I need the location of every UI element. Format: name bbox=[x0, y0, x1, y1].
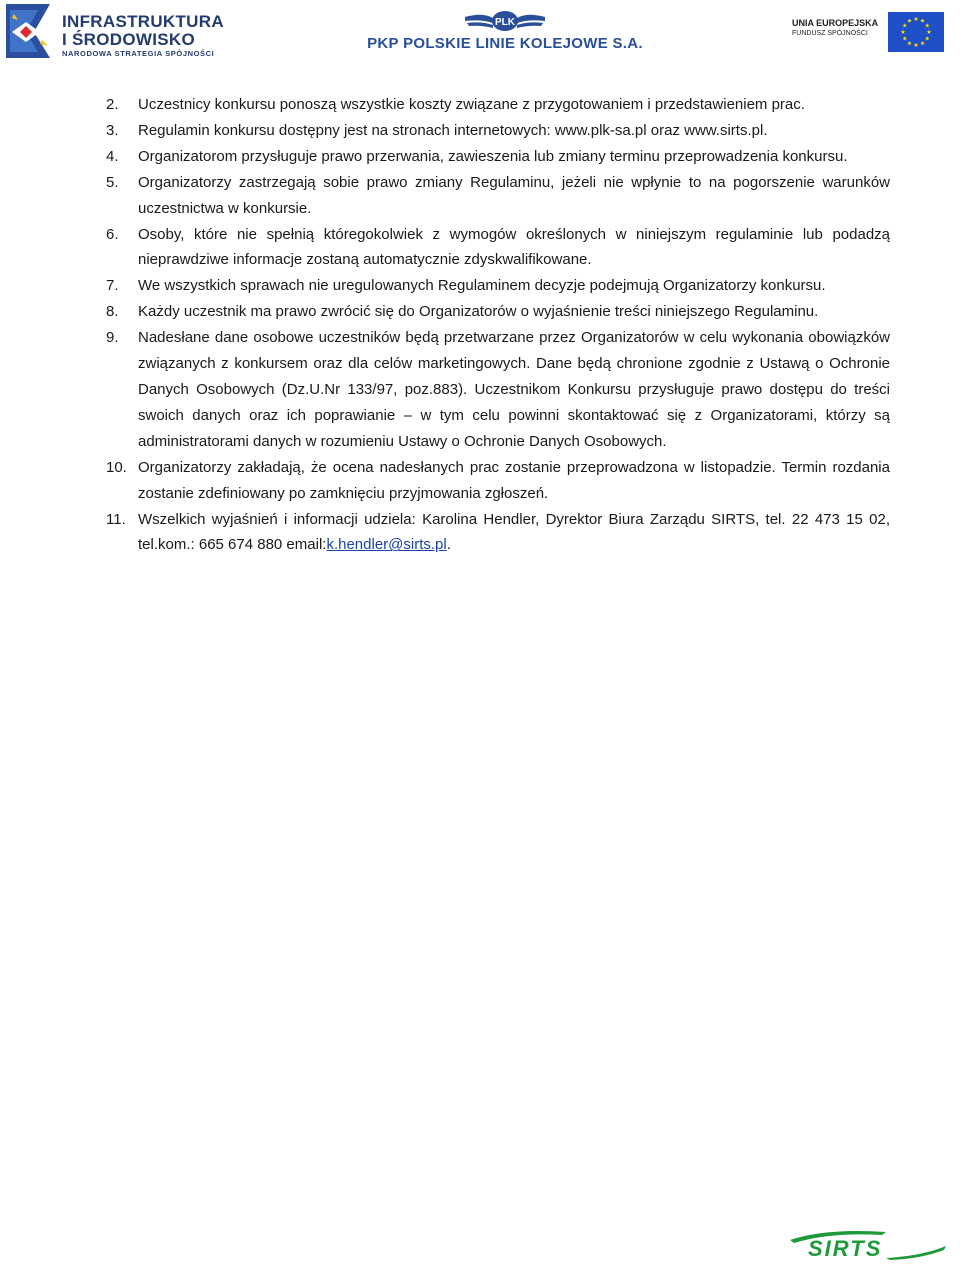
item-text-pre: Regulamin konkursu dostępny jest na stronach internetowych: bbox=[138, 121, 555, 139]
item-number: 4. bbox=[106, 147, 119, 165]
eu-flag-icon bbox=[888, 12, 944, 52]
list-item bbox=[106, 92, 890, 118]
logo-line-1: INFRASTRUKTURA bbox=[62, 12, 224, 31]
item-text: Uczestnicy konkursu ponoszą wszystkie koszty związane z przygotowaniem i przedstawieniem prac. bbox=[138, 96, 805, 113]
plk-company-name: PKP POLSKIE LINIE KOLEJOWE S.A. bbox=[367, 35, 643, 52]
item-text-mid: oraz bbox=[646, 121, 685, 139]
item-number: 11. bbox=[106, 510, 126, 528]
sirts-website-link[interactable]: www.sirts.pl bbox=[684, 121, 764, 139]
item-text bbox=[138, 118, 890, 144]
item-text bbox=[138, 507, 890, 559]
sirts-logo-text: SIRTS bbox=[808, 1236, 883, 1260]
list-item bbox=[106, 325, 890, 455]
item-number: 9. bbox=[106, 329, 119, 347]
eu-logo bbox=[792, 12, 952, 54]
list-item bbox=[106, 299, 890, 325]
item-text: Osoby, które nie spełnią któregokolwiek z wymogów określonych w niniejszym regulaminie lub podadzą nieprawdziwe informacje zostaną automatycznie zdyskwalifikowane. bbox=[138, 225, 890, 269]
item-text: Organizatorzy zakładają, że ocena nadesłanych prac zostanie przeprowadzona w listopadzie. Termin rozdania zostanie zdefiniowany po zamknięciu przyjmowania zgłoszeń. bbox=[138, 458, 890, 502]
logo-line-2: I ŚRODOWISKO bbox=[62, 30, 195, 49]
list-item bbox=[106, 455, 890, 507]
item-text: We wszystkich sprawach nie uregulowanych Regulaminem decyzje podejmują Organizatorzy konkursu. bbox=[138, 277, 826, 295]
list-item bbox=[106, 118, 890, 144]
eu-line-2: FUNDUSZ SPÓJNOŚCI bbox=[792, 30, 868, 37]
list-item bbox=[106, 273, 890, 299]
item-text: Organizatorzy zastrzegają sobie prawo zmiany Regulaminu, jeżeli nie wpłynie to na pogorszenie warunków uczestnictwa w konkursie. bbox=[138, 173, 890, 217]
sirts-logo bbox=[786, 1228, 950, 1260]
item-number: 2. bbox=[106, 96, 119, 113]
infrastruktura-logo bbox=[4, 2, 224, 60]
item-number: 10. bbox=[106, 458, 127, 476]
list-item bbox=[106, 144, 890, 170]
item-number: 5. bbox=[106, 173, 119, 191]
item-number: 6. bbox=[106, 225, 119, 243]
list-item bbox=[106, 507, 890, 559]
regulations-list bbox=[106, 92, 890, 558]
plk-website-link[interactable]: www.plk-sa.pl bbox=[554, 121, 647, 139]
item-text: Organizatorom przysługuje prawo przerwania, zawieszenia lub zmiany terminu przeprowadzenia konkursu. bbox=[138, 147, 848, 165]
item-text-post: . bbox=[763, 121, 768, 139]
item-text: Każdy uczestnik ma prawo zwrócić się do Organizatorów o wyjaśnienie treści niniejszego Regulaminu. bbox=[138, 303, 819, 321]
list-item bbox=[106, 222, 890, 274]
item-text-pre: Wszelkich wyjaśnień i informacji udziela: Karolina Hendler, Dyrektor Biura Zarządu SIRTS, tel. 22 473 15 02, tel.kom.: 665 674 880 email: bbox=[138, 510, 890, 554]
sirts-swoosh-lower-icon bbox=[886, 1246, 946, 1260]
item-number: 8. bbox=[106, 303, 119, 321]
email-link[interactable]: k.hendler@sirts.pl bbox=[326, 536, 447, 554]
plk-logo bbox=[360, 8, 650, 56]
plk-winged-emblem-icon bbox=[463, 8, 547, 34]
item-number: 7. bbox=[106, 277, 119, 295]
eu-line-1: UNIA EUROPEJSKA bbox=[792, 18, 879, 28]
list-item bbox=[106, 170, 890, 222]
item-number: 3. bbox=[106, 121, 119, 139]
item-text: Nadesłane dane osobowe uczestników będą przetwarzane przez Organizatorów w celu wykonania obowiązków związanych z konkursem oraz dla celów marketingowych. Dane będą chronione zgodnie z Ustawą o Ochronie Danych Osobowych (Dz.U.Nr 133/97, poz.883). Uczestnikom Konkursu przysługuje prawo dostępu do treści swoich danych oraz ich poprawianie – w tym celu powinni skontaktować się z Organizatorami, którzy są administratorami danych w rozumieniu Ustawy o Ochronie Danych Osobowych. bbox=[138, 329, 890, 450]
plk-emblem-text: PLK bbox=[495, 17, 515, 28]
logo-line-3: NARODOWA STRATEGIA SPÓJNOŚCI bbox=[62, 49, 215, 58]
item-text-post: . bbox=[446, 536, 451, 554]
infrastruktura-flag-icon bbox=[4, 2, 54, 60]
